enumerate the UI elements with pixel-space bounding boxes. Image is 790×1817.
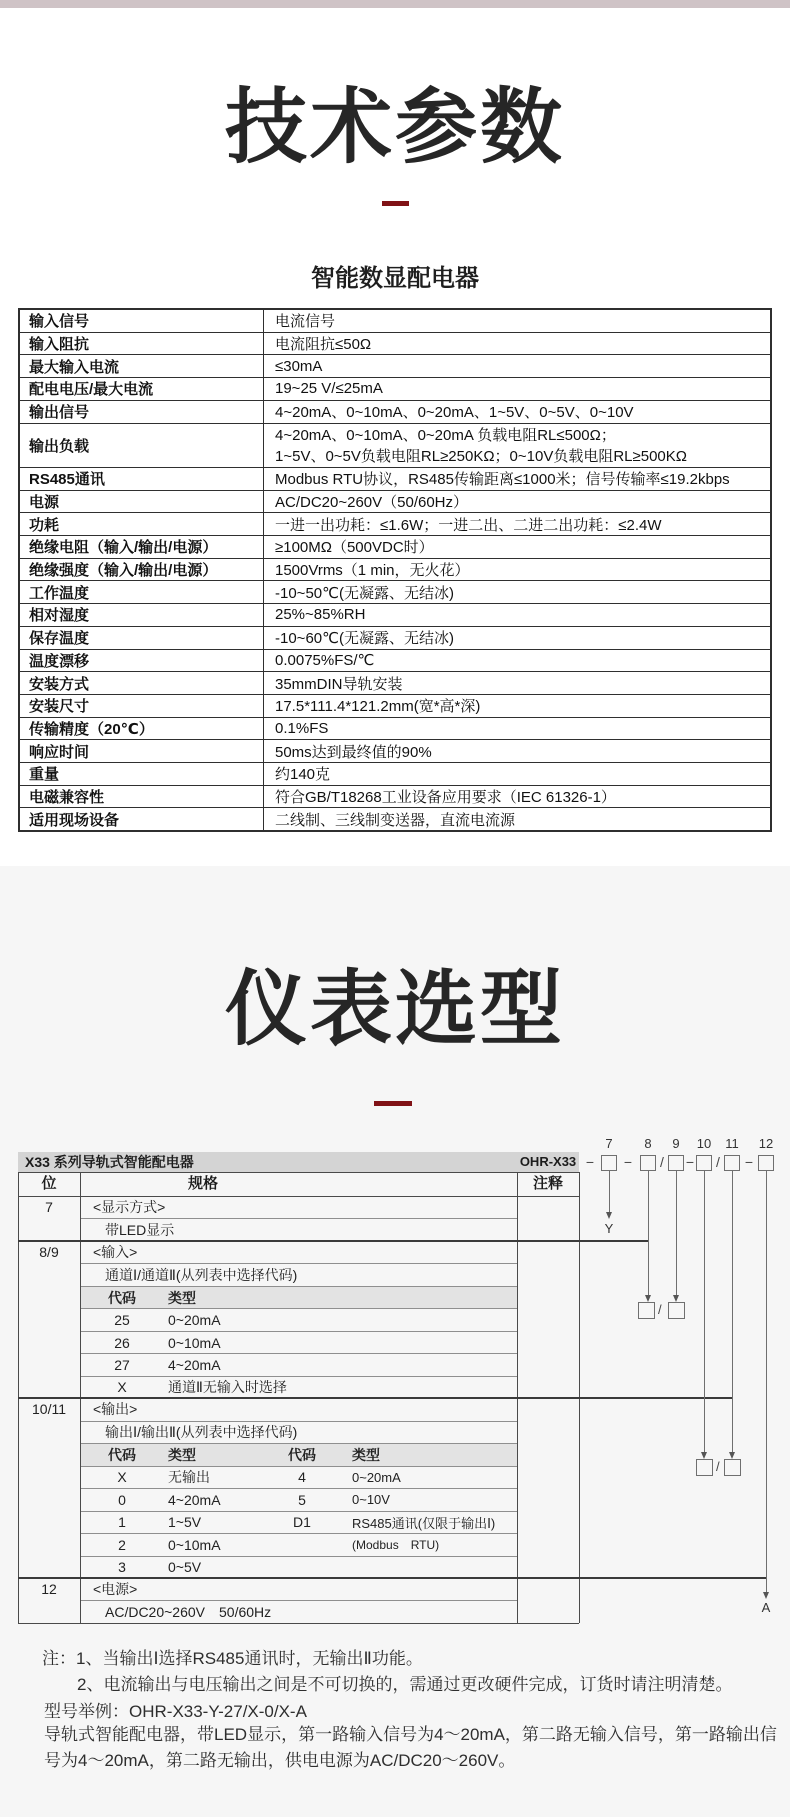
note-cell (517, 1196, 579, 1218)
code-box-12 (758, 1155, 774, 1171)
red-dash-divider (374, 1101, 412, 1106)
spec-cell (80, 1398, 517, 1420)
note-cell (517, 1421, 579, 1443)
note-cell (517, 1308, 579, 1330)
note-line-1: 注：1、当输出Ⅰ选择RS485通讯时，无输出Ⅱ功能。 (42, 1649, 423, 1668)
note-cell (517, 1443, 579, 1465)
spec-cell (80, 1376, 517, 1398)
code-separator: − (744, 1154, 754, 1170)
code-value: 25 (114, 1312, 130, 1329)
arrow-down-icon (729, 1452, 735, 1459)
pos-cell (18, 1466, 80, 1488)
type-value: 通道Ⅱ无输入时选择 (168, 1379, 287, 1396)
col-header-spec: 规格 (188, 1175, 219, 1192)
spec-row (20, 671, 770, 694)
code-header: 代码 (108, 1446, 136, 1463)
spec-label: 输出信号 (20, 401, 264, 423)
spec-row (20, 603, 770, 626)
spec-row (20, 649, 770, 672)
spec-label: 安装尺寸 (20, 695, 264, 717)
spec-row (20, 762, 770, 785)
spec-label: 相对湿度 (20, 604, 264, 626)
code-value: X (117, 1379, 127, 1396)
note-line-2: 2、电流输出与电压输出之间是不可切换的，需通过更改硬件完成，订货时请注明清楚。 (77, 1675, 733, 1694)
spec-label: 输入信号 (20, 310, 264, 332)
pos-cell (18, 1600, 80, 1622)
spec-label: 工作温度 (20, 581, 264, 603)
spec-label: 输出负载 (20, 424, 264, 467)
model-row (18, 1376, 579, 1398)
pos-cell (18, 1376, 80, 1398)
model-row (18, 1398, 579, 1420)
spec-value: ≥100MΩ（500VDC时） (275, 539, 434, 557)
note-cell (517, 1331, 579, 1353)
spec-label: 配电电压/最大电流 (20, 378, 264, 400)
model-row (18, 1600, 579, 1622)
spec-cell (80, 1488, 517, 1510)
spec-text: <输出> (93, 1401, 138, 1418)
model-row (18, 1286, 579, 1308)
pos-cell (18, 1353, 80, 1375)
arrow-down-icon (645, 1295, 651, 1302)
spec-cell (80, 1556, 517, 1578)
spec-value: 电流阻抗≤50Ω (275, 336, 372, 354)
spec-text: 带LED显示 (105, 1222, 175, 1239)
note-cell (517, 1488, 579, 1510)
slash-separator: / (716, 1459, 720, 1474)
spec-cell (80, 1196, 517, 1218)
table-border-top (18, 1172, 579, 1173)
spec-cell (80, 1443, 517, 1465)
model-row (18, 1466, 579, 1488)
code-separator: / (716, 1154, 720, 1170)
spec-row (20, 332, 770, 355)
spec-row (20, 717, 770, 740)
pos-cell (18, 1488, 80, 1510)
spec-label: 安装方式 (20, 672, 264, 694)
model-row (18, 1578, 579, 1600)
spec-label: 功耗 (20, 513, 264, 535)
pos-cell (18, 1263, 80, 1285)
spec-value: ≤30mA (275, 357, 323, 375)
note-cell (517, 1286, 579, 1308)
pos-cell (18, 1331, 80, 1353)
spec-value: 符合GB/T18268工业设备应用要求（IEC 61326-1） (275, 789, 616, 807)
note-cell (517, 1533, 579, 1555)
code-value: 1 (118, 1514, 126, 1531)
type-value: 0~10mA (168, 1334, 221, 1351)
spec-table (18, 308, 772, 832)
spec-value: 35mmDIN导轨安装 (275, 675, 403, 693)
type-header: 类型 (168, 1446, 196, 1463)
note-cell (517, 1466, 579, 1488)
header-divider (18, 1196, 579, 1197)
spec-value: 一进一出功耗：≤1.6W；一进二出、二进二出功耗：≤2.4W (275, 516, 662, 534)
spec-cell (80, 1466, 517, 1488)
code-value: 3 (118, 1559, 126, 1576)
spec-cell (80, 1241, 517, 1263)
type-value: 1~5V (168, 1514, 202, 1531)
code-mark-y: Y (604, 1221, 614, 1236)
type-value: 0~10mA (168, 1536, 221, 1553)
code-separator: − (685, 1154, 695, 1170)
slash-separator: / (658, 1302, 662, 1317)
spec-label: 绝缘电阻（输入/输出/电源） (20, 536, 264, 558)
pos-cell: 12 (41, 1581, 57, 1598)
model-description: 导轨式智能配电器，带LED显示，第一路输入信号为4～20mA，第二路无输入信号，第一路输出信号为4～20mA，第二路无输出，供电电源为AC/DC20～260V。 (44, 1725, 777, 1770)
note-cell (517, 1218, 579, 1240)
spec-cell (80, 1353, 517, 1375)
section-title-select: 仪表选型 (224, 964, 565, 1055)
spec-text: 通道Ⅰ/通道Ⅱ(从列表中选择代码) (105, 1267, 298, 1284)
type-value: 4~20mA (168, 1491, 221, 1508)
model-code-cell: OHR-X33 (517, 1152, 579, 1172)
spec-text: AC/DC20~260V 50/60Hz (105, 1604, 272, 1621)
block-divider-1011 (18, 1577, 766, 1579)
model-row (18, 1263, 579, 1285)
pos-cell (18, 1286, 80, 1308)
spec-row (20, 377, 770, 400)
note-cell (517, 1376, 579, 1398)
spec-table-subtitle: 智能数显配电器 (311, 265, 479, 292)
pos-cell (18, 1533, 80, 1555)
spec-cell (80, 1218, 517, 1240)
type-value: RS485通讯(仅限于输出Ⅰ) (352, 1515, 496, 1531)
spec-value: 50ms达到最终值的90% (275, 743, 432, 761)
model-row (18, 1533, 579, 1555)
spec-row (20, 512, 770, 535)
arrow-down-icon (673, 1295, 679, 1302)
spec-label: 保存温度 (20, 627, 264, 649)
code-value: 2 (118, 1536, 126, 1553)
spec-label: RS485通讯 (20, 468, 264, 490)
note-cell (517, 1398, 579, 1420)
pos-cell: 10/11 (32, 1401, 66, 1418)
spec-text: <输入> (93, 1244, 138, 1261)
code-value: 0 (118, 1491, 126, 1508)
model-row (18, 1218, 579, 1240)
spec-row (20, 580, 770, 603)
block-divider-89 (18, 1397, 732, 1399)
code-box-10 (696, 1155, 712, 1171)
spec-row (20, 310, 770, 332)
model-row (18, 1353, 579, 1375)
digit-8: 8 (644, 1136, 652, 1151)
spec-row (20, 626, 770, 649)
code-value: X (117, 1469, 127, 1486)
model-row (18, 1421, 579, 1443)
note-cell (517, 1241, 579, 1263)
input-code-box-1 (638, 1302, 655, 1319)
spec-label: 温度漂移 (20, 650, 264, 672)
connector-line-12 (766, 1171, 767, 1592)
note-cell (517, 1556, 579, 1578)
model-row (18, 1443, 579, 1465)
code-box-11 (724, 1155, 740, 1171)
type-value: 0~10V (352, 1492, 390, 1508)
spec-label: 响应时间 (20, 740, 264, 762)
code-box-8 (640, 1155, 656, 1171)
model-table-body (18, 1196, 579, 1623)
spec-cell (80, 1286, 517, 1308)
pos-cell: 7 (45, 1199, 53, 1216)
spec-row (20, 807, 770, 830)
code-separator: − (623, 1154, 633, 1170)
code-box-7 (601, 1155, 617, 1171)
pos-cell (18, 1421, 80, 1443)
spec-cell (80, 1421, 517, 1443)
spec-label: 适用现场设备 (20, 808, 264, 830)
model-row (18, 1488, 579, 1510)
pos-cell (18, 1218, 80, 1240)
spec-value: -10~50℃(无凝露、无结冰) (275, 584, 454, 602)
arrow-down-icon (701, 1452, 707, 1459)
code-value: 26 (114, 1334, 130, 1351)
note-cell (517, 1353, 579, 1375)
connector-line-8 (648, 1171, 649, 1295)
spec-label: 输入阻抗 (20, 333, 264, 355)
note-cell (517, 1578, 579, 1600)
pos-cell (18, 1556, 80, 1578)
digit-7: 7 (605, 1136, 613, 1151)
code-mark-a: A (761, 1600, 771, 1615)
block-divider-7 (18, 1240, 648, 1242)
model-selection-table (18, 1130, 780, 1690)
digit-10: 10 (696, 1136, 712, 1151)
spec-cell (80, 1578, 517, 1600)
spec-value: 1500Vrms（1 min，无火花） (275, 562, 470, 580)
spec-value: 二线制、三线制变送器，直流电流源 (275, 811, 516, 829)
model-row (18, 1196, 579, 1218)
digit-12: 12 (758, 1136, 774, 1151)
type-value: 4~20mA (168, 1357, 221, 1374)
spec-text: <显示方式> (93, 1199, 166, 1216)
connector-line-9 (676, 1171, 677, 1295)
code-separator: / (660, 1154, 664, 1170)
spec-row (20, 694, 770, 717)
code-value: D1 (293, 1514, 311, 1531)
section-title-tech: 技术参数 (224, 82, 565, 173)
note-cell (517, 1600, 579, 1622)
spec-value: 电流信号 (275, 313, 336, 331)
spec-label: 重量 (20, 763, 264, 785)
spec-value: 17.5*111.4*121.2mm(宽*高*深) (275, 698, 481, 716)
code-header: 代码 (108, 1289, 136, 1306)
spec-label: 电磁兼容性 (20, 786, 264, 808)
code-header: 代码 (288, 1446, 316, 1463)
type-value: 无输出 (168, 1469, 210, 1486)
spec-value-line1: 4~20mA、0~10mA、0~20mA 负载电阻RL≤500Ω； (275, 426, 616, 444)
pos-cell: 8/9 (39, 1244, 59, 1261)
type-header: 类型 (352, 1446, 380, 1463)
output-code-box-1 (696, 1459, 713, 1476)
spec-text: 输出Ⅰ/输出Ⅱ(从列表中选择代码) (105, 1424, 298, 1441)
type-value: (Modbus RTU) (352, 1538, 440, 1553)
spec-value: 25%~85%RH (275, 606, 366, 624)
spec-row (20, 467, 770, 490)
col-header-pos: 位 (41, 1175, 57, 1192)
type-value: 0~5V (168, 1559, 202, 1576)
output-code-box-2 (724, 1459, 741, 1476)
connector-line-10 (704, 1171, 705, 1452)
model-row (18, 1241, 579, 1263)
type-value: 0~20mA (352, 1469, 401, 1485)
spec-label: 绝缘强度（输入/输出/电源） (20, 559, 264, 581)
spec-value: AC/DC20~260V（50/60Hz） (275, 493, 469, 511)
spec-value: 0.1%FS (275, 719, 329, 737)
spec-text: <电源> (93, 1581, 138, 1598)
note-cell (517, 1263, 579, 1285)
spec-value (264, 424, 770, 467)
code-value: 5 (298, 1491, 306, 1508)
spec-value: 4~20mA、0~10mA、0~20mA、1~5V、0~5V、0~10V (275, 404, 634, 422)
spec-value-line2: 1~5V、0~5V负载电阻RL≥250KΩ；0~10V负载电阻RL≥500KΩ (275, 448, 687, 466)
digit-9: 9 (672, 1136, 680, 1151)
spec-cell (80, 1263, 517, 1285)
type-value: 0~20mA (168, 1312, 221, 1329)
model-row (18, 1511, 579, 1533)
top-accent-bar (0, 0, 790, 8)
spec-row (20, 739, 770, 762)
spec-row (20, 490, 770, 513)
spec-value: -10~60℃(无凝露、无结冰) (275, 630, 454, 648)
spec-row (20, 423, 770, 467)
code-value: 27 (114, 1357, 130, 1374)
pos-cell (18, 1308, 80, 1330)
spec-label: 电源 (20, 491, 264, 513)
code-value: 4 (298, 1469, 306, 1486)
spec-value: Modbus RTU协议，RS485传输距离≤1000米；信号传输率≤19.2kbps (275, 471, 730, 489)
spec-cell (80, 1511, 517, 1533)
arrow-down-icon (763, 1592, 769, 1599)
type-header: 类型 (168, 1289, 196, 1306)
pos-cell (18, 1511, 80, 1533)
arrow-down-icon (606, 1212, 612, 1219)
spec-label: 传输精度（20℃） (20, 718, 264, 740)
spec-row (20, 785, 770, 808)
spec-cell (80, 1331, 517, 1353)
spec-cell (80, 1533, 517, 1555)
spec-value: 约140克 (275, 766, 331, 784)
red-dash-divider (382, 201, 409, 206)
spec-label: 最大输入电流 (20, 355, 264, 377)
spec-value: 0.0075%FS/℃ (275, 652, 375, 670)
spec-value: 19~25 V/≤25mA (275, 380, 383, 398)
pos-cell (18, 1443, 80, 1465)
model-example: 型号举例：OHR-X33-Y-27/X-0/X-A (44, 1702, 307, 1721)
spec-cell (80, 1308, 517, 1330)
connector-line-7 (609, 1171, 610, 1212)
note-cell (517, 1511, 579, 1533)
table-border-bottom (18, 1623, 579, 1624)
spec-row (20, 400, 770, 423)
spec-row (20, 354, 770, 377)
model-row (18, 1331, 579, 1353)
spec-row (20, 558, 770, 581)
spec-row (20, 535, 770, 558)
series-title-bar: X33 系列导轨式智能配电器 (18, 1152, 517, 1172)
digit-11: 11 (725, 1136, 739, 1151)
model-row (18, 1556, 579, 1578)
connector-line-11 (732, 1171, 733, 1452)
col-header-note: 注释 (532, 1175, 563, 1192)
input-code-box-2 (668, 1302, 685, 1319)
code-separator: − (585, 1154, 595, 1170)
code-box-9 (668, 1155, 684, 1171)
model-row (18, 1308, 579, 1330)
spec-cell (80, 1600, 517, 1622)
